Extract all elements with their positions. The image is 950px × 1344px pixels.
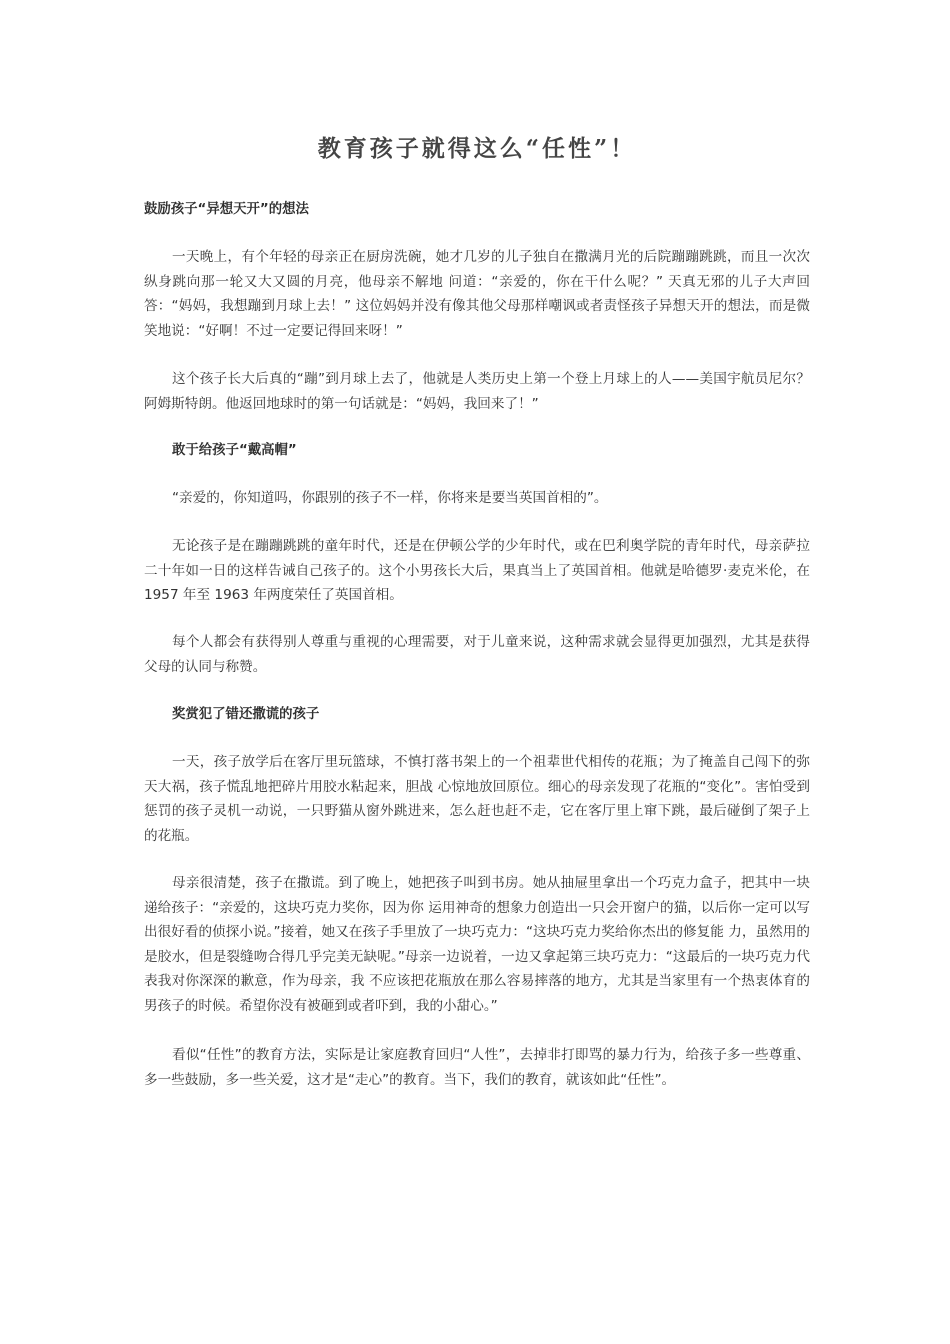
- paragraph-armstrong-result: 这个孩子长大后真的“蹦”到月球上去了，他就是人类历史上第一个登上月球上的人——美国宇航员尼尔？阿姆斯特朗。他返回地球时的第一句话就是：“妈妈，我回来了！”: [144, 371, 810, 412]
- section-heading-praise: 敢于给孩子“戴高帽”: [172, 443, 297, 458]
- paragraph-conclusion: 看似“任性”的教育方法，实际是让家庭教育回归“人性”，去掉非打即骂的暴力行为，给孩子多一些尊重、多一些鼓励，多一些关爱，这才是“走心”的教育。当下，我们的教育，就该如此“任性”。: [144, 1047, 810, 1088]
- paragraph-vase-story: 一天，孩子放学后在客厅里玩篮球，不慎打落书架上的一个祖辈世代相传的花瓶；为了掩盖自己闯下的弥天大祸，孩子慌乱地把碎片用胶水粘起来，胆战 心惊地放回原位。细心的母亲发现了花瓶的“变化”。害怕受到惩罚的孩子灵机一动说，一只野猫从窗外跳进来，怎么赶也赶不走，它在客厅里上窜下跳，最后碰倒了架子上的花瓶。: [144, 754, 810, 844]
- paragraph-prime-minister-quote: “亲爱的，你知道吗，你跟别的孩子不一样，你将来是要当英国首相的”。: [172, 490, 608, 506]
- paragraph-macmillan-story: 无论孩子是在蹦蹦跳跳的童年时代，还是在伊顿公学的少年时代，或在巴利奥学院的青年时代，母亲萨拉二十年如一日的这样告诫自己孩子的。这个小男孩长大后，果真当上了英国首相。他就是哈德罗·麦克米伦，在 1957 年至 1963 年两度荣任了英国首相。: [144, 538, 810, 603]
- article-title: 教育孩子就得这么“任性”！: [317, 135, 637, 162]
- paragraph-armstrong-story: 一天晚上，有个年轻的母亲正在厨房洗碗，她才几岁的儿子独自在撒满月光的后院蹦蹦跳跳，而且一次次纵身跳向那一轮又大又圆的月亮，他母亲不解地 问道：“亲爱的，你在干什么呢？” 天真无邪的儿子大声回答：“妈妈，我想蹦到月球上去！” 这位妈妈并没有像其他父母那样嘲讽或者责怪孩子异想天开的想法，而是微笑地说：“好啊！不过一定要记得回来呀！”: [144, 249, 810, 339]
- paragraph-respect-need: 每个人都会有获得别人尊重与重视的心理需要，对于儿童来说，这种需求就会显得更加强烈，尤其是获得父母的认同与称赞。: [144, 634, 810, 675]
- section-heading-reward-lie: 奖赏犯了错还撒谎的孩子: [172, 707, 320, 722]
- paragraph-chocolate-story: 母亲很清楚，孩子在撒谎。到了晚上，她把孩子叫到书房。她从抽屉里拿出一个巧克力盒子，把其中一块递给孩子：“亲爱的，这块巧克力奖你，因为你 运用神奇的想象力创造出一只会开窗户的猫，以后你一定可以写出很好看的侦探小说。”接着，她又在孩子手里放了一块巧克力：“这块巧克力奖给你杰出的修复能 力，虽然用的是胶水，但是裂缝吻合得几乎完美无缺呢。”母亲一边说着，一边又拿起第三块巧克力：“这最后的一块巧克力代表我对你深深的歉意，作为母亲，我 不应该把花瓶放在那么容易摔落的地方，尤其是当家里有一个热衷体育的男孩子的时候。希望你没有被砸到或者吓到，我的小甜心。”: [144, 875, 811, 1014]
- section-heading-encourage: 鼓励孩子“异想天开”的想法: [144, 202, 309, 217]
